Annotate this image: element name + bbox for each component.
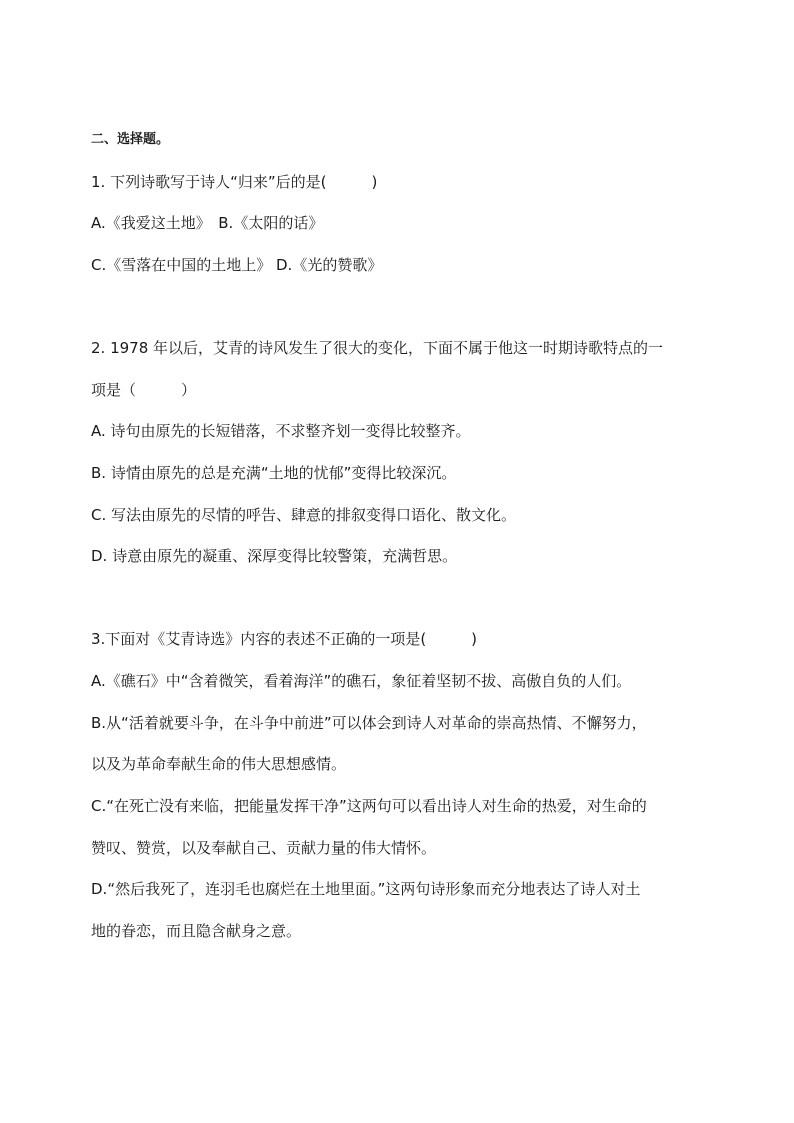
- question-2-option-a: A. 诗句由原先的长短错落，不求整齐划一变得比较整齐。: [91, 422, 471, 440]
- question-3-option-d-line1: D.“然后我死了，连羽毛也腐烂在土地里面。”这两句诗形象而充分地表达了诗人对土: [91, 880, 641, 898]
- question-3-stem: 3.下面对《艾青诗选》内容的表述不正确的一项是( ): [91, 630, 478, 648]
- question-1-option-cd: C.《雪落在中国的土地上》 D.《光的赞歌》: [91, 256, 383, 274]
- question-2-option-c: C. 写法由原先的尽情的呼告、肆意的排叙变得口语化、散文化。: [91, 506, 517, 524]
- question-3-option-d-line2: 地的眷恋，而且隐含献身之意。: [91, 922, 302, 940]
- question-2-option-d: D. 诗意由原先的凝重、深厚变得比较警策，充满哲思。: [91, 547, 458, 565]
- question-3-option-c-line2: 赞叹、赞赏，以及奉献自己、贡献力量的伟大情怀。: [91, 839, 437, 857]
- question-2-stem-line1: 2. 1978 年以后，艾青的诗风发生了很大的变化，下面不属于他这一时期诗歌特点的一: [91, 339, 664, 357]
- question-1-stem: 1. 下列诗歌写于诗人“归来”后的是( ): [91, 173, 378, 191]
- question-3-option-c-line1: C.“在死亡没有来临，把能量发挥干净”这两句可以看出诗人对生命的热爱，对生命的: [91, 797, 647, 815]
- question-3-option-b-line2: 以及为革命奉献生命的伟大思想感情。: [91, 755, 347, 773]
- question-3-option-a: A.《礁石》中“含着微笑，看着海洋”的礁石，象征着坚韧不拔、高傲自负的人们。: [91, 672, 632, 690]
- question-2-option-b: B. 诗情由原先的总是充满“土地的忧郁”变得比较深沉。: [91, 464, 457, 482]
- section-title: 二、选择题。: [91, 132, 170, 147]
- question-3-option-b-line1: B.从“活着就要斗争，在斗争中前进”可以体会到诗人对革命的崇高热情、不懈努力，: [91, 714, 647, 732]
- question-1-option-ab: A.《我爱这土地》 B.《太阳的话》: [91, 214, 324, 232]
- question-2-stem-line2: 项是（ ）: [91, 381, 197, 399]
